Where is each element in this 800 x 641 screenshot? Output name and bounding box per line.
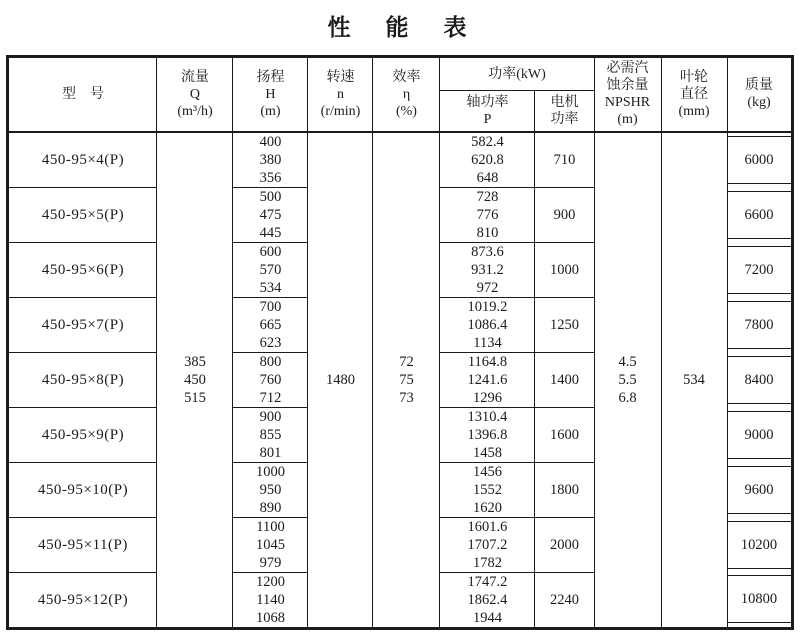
head-cell: 1200 1140 1068 (233, 572, 308, 628)
head-cell: 600 570 534 (233, 242, 308, 297)
mass-value-box: 6600 (728, 191, 791, 239)
mass-cell (727, 462, 792, 517)
shaft-power-cell: 1456 1552 1620 (440, 462, 535, 517)
col-header-head: 扬程 H (m) (233, 57, 308, 132)
motor-power-cell: 1000 (535, 242, 594, 297)
head-cell: 900 855 801 (233, 407, 308, 462)
col-header-shaft-power: 轴功率 P (440, 91, 535, 132)
mass-cell (727, 352, 792, 407)
table-body (8, 132, 792, 629)
flow-cell: 385 450 515 (157, 132, 233, 629)
table-header (8, 57, 792, 132)
col-header-motor-power: 电机 功率 (535, 91, 594, 132)
shaft-power-cell: 582.4 620.8 648 (440, 132, 535, 188)
mass-value-box: 10800 (728, 575, 791, 623)
mass-cell (727, 132, 792, 188)
motor-power-cell: 1600 (535, 407, 594, 462)
speed-cell: 1480 (308, 132, 373, 629)
motor-power-cell: 1800 (535, 462, 594, 517)
mass-value-box: 9600 (728, 466, 791, 514)
motor-power-cell: 900 (535, 187, 594, 242)
mass-cell (727, 242, 792, 297)
model-cell: 450-95×12(P) (8, 572, 157, 628)
performance-table (6, 55, 793, 630)
head-cell: 400 380 356 (233, 132, 308, 188)
mass-value-box: 7800 (728, 301, 791, 349)
col-header-efficiency: 效率 η (%) (373, 57, 440, 132)
head-cell: 1000 950 890 (233, 462, 308, 517)
page-title: 性 能 表 (327, 15, 473, 40)
shaft-power-cell: 1019.2 1086.4 1134 (440, 297, 535, 352)
col-header-flow: 流量 Q (m³/h) (157, 57, 233, 132)
shaft-power-cell: 1747.2 1862.4 1944 (440, 572, 535, 628)
motor-power-cell: 2000 (535, 517, 594, 572)
shaft-power-cell: 1310.4 1396.8 1458 (440, 407, 535, 462)
efficiency-cell: 72 75 73 (373, 132, 440, 629)
mass-cell (727, 187, 792, 242)
model-cell: 450-95×10(P) (8, 462, 157, 517)
model-cell: 450-95×8(P) (8, 352, 157, 407)
mass-cell (727, 407, 792, 462)
head-cell: 700 665 623 (233, 297, 308, 352)
col-header-npshr: 必需汽 蚀余量 NPSHR (m) (594, 57, 661, 132)
head-cell: 800 760 712 (233, 352, 308, 407)
head-cell: 500 475 445 (233, 187, 308, 242)
model-cell: 450-95×7(P) (8, 297, 157, 352)
shaft-power-cell: 728 776 810 (440, 187, 535, 242)
mass-value-box: 6000 (728, 136, 791, 184)
model-cell: 450-95×9(P) (8, 407, 157, 462)
shaft-power-cell: 1164.8 1241.6 1296 (440, 352, 535, 407)
mass-cell (727, 297, 792, 352)
mass-cell (727, 572, 792, 628)
head-cell: 1100 1045 979 (233, 517, 308, 572)
col-header-speed: 转速 n (r/min) (308, 57, 373, 132)
npshr-cell: 4.5 5.5 6.8 (594, 132, 661, 629)
motor-power-cell: 1250 (535, 297, 594, 352)
impeller-cell: 534 (661, 132, 727, 629)
table-row (8, 132, 792, 188)
motor-power-cell: 2240 (535, 572, 594, 628)
model-cell: 450-95×6(P) (8, 242, 157, 297)
mass-cell (727, 517, 792, 572)
shaft-power-cell: 1601.6 1707.2 1782 (440, 517, 535, 572)
mass-value-box: 7200 (728, 246, 791, 294)
col-header-power-group: 功率(kW) (440, 57, 594, 91)
mass-value-box: 10200 (728, 521, 791, 569)
mass-value-box: 8400 (728, 356, 791, 404)
col-header-model: 型 号 (8, 57, 157, 132)
mass-value-box: 9000 (728, 411, 791, 459)
model-cell: 450-95×4(P) (8, 132, 157, 188)
motor-power-cell: 710 (535, 132, 594, 188)
model-cell: 450-95×5(P) (8, 187, 157, 242)
shaft-power-cell: 873.6 931.2 972 (440, 242, 535, 297)
motor-power-cell: 1400 (535, 352, 594, 407)
model-cell: 450-95×11(P) (8, 517, 157, 572)
col-header-mass: 质量 (kg) (727, 57, 792, 132)
col-header-impeller: 叶轮 直径 (mm) (661, 57, 727, 132)
